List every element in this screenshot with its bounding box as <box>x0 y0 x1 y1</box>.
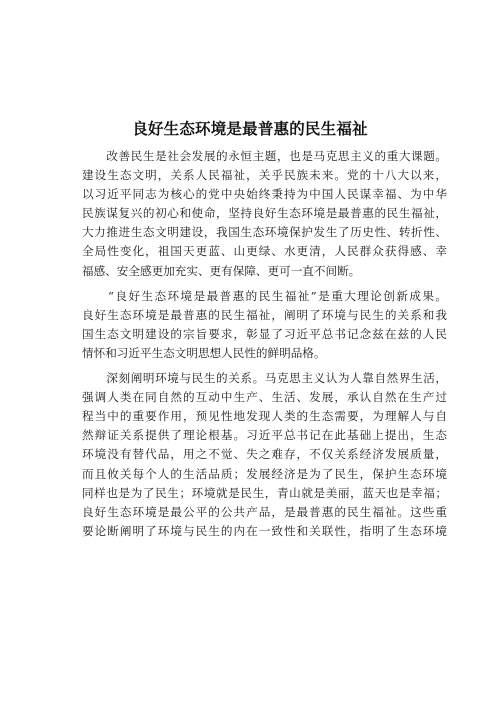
text-line: 良好生态环境是最公平的公共产品，是最普惠的民生福祉。这些重 <box>82 504 447 519</box>
text-line: 以习近平同志为核心的党中央始终秉持为中国人民谋幸福、为中华 <box>82 187 447 202</box>
text-line: 然辩证关系提供了理论根基。习近平总书记在此基础上提出，生态 <box>82 428 447 443</box>
text-line: 而且攸关每个人的生活品质；发展经济是为了民生，保护生态环境 <box>82 466 447 481</box>
text-line: 深刻阐明环境与民生的关系。马克思主义认为人靠自然界生活， <box>82 371 447 386</box>
text-line: 大力推进生态文明建设，我国生态环境保护发生了历史性、转折性、 <box>82 225 447 240</box>
text-line: 程当中的重要作用，预见性地发现人类的生态需要，为理解人与自 <box>82 409 447 424</box>
text-line: 国生态文明建设的宗旨要求，彰显了习近平总书记念兹在兹的人民 <box>82 326 447 341</box>
text-line: 福感、安全感更加充实、更有保障、更可一直不间断。 <box>82 263 361 278</box>
text-line: 情怀和习近平生态文明思想人民性的鲜明品格。 <box>82 345 326 360</box>
paragraph-3 <box>82 369 447 541</box>
text-line: 要论断阐明了环境与民生的内在一致性和关联性，指明了生态环境 <box>82 523 447 538</box>
text-line: 民族谋复兴的初心和使命，坚持良好生态环境是最普惠的民生福祉， <box>82 206 447 221</box>
paragraph-2 <box>82 287 447 363</box>
document-body <box>82 147 447 547</box>
text-line: 建设生态文明，关系人民福祉，关乎民族未来。党的十八大以来， <box>82 168 447 183</box>
text-line: 全局性变化，祖国天更蓝、山更绿、水更清，人民群众获得感、幸 <box>82 244 447 259</box>
document-title: 良好生态环境是最普惠的民生福祉 <box>132 120 368 138</box>
text-line: 同样也是为了民生；环境就是民生，青山就是美丽，蓝天也是幸福； <box>82 485 447 500</box>
text-line: 改善民生是社会发展的永恒主题，也是马克思主义的重大课题。 <box>82 149 447 163</box>
text-line: 强调人类在同自然的互动中生产、生活、发展，承认自然在生产过 <box>82 390 447 405</box>
text-line: 良好生态环境是最普惠的民生福祉，阐明了环境与民生的关系和我 <box>82 307 447 322</box>
text-line: 环境没有替代品，用之不觉、失之难存，不仅关系经济发展质量， <box>82 447 447 462</box>
paragraph-1 <box>82 147 447 281</box>
text-line: “良好生态环境是最普惠的民生福祉”是重大理论创新成果。 <box>82 288 447 303</box>
